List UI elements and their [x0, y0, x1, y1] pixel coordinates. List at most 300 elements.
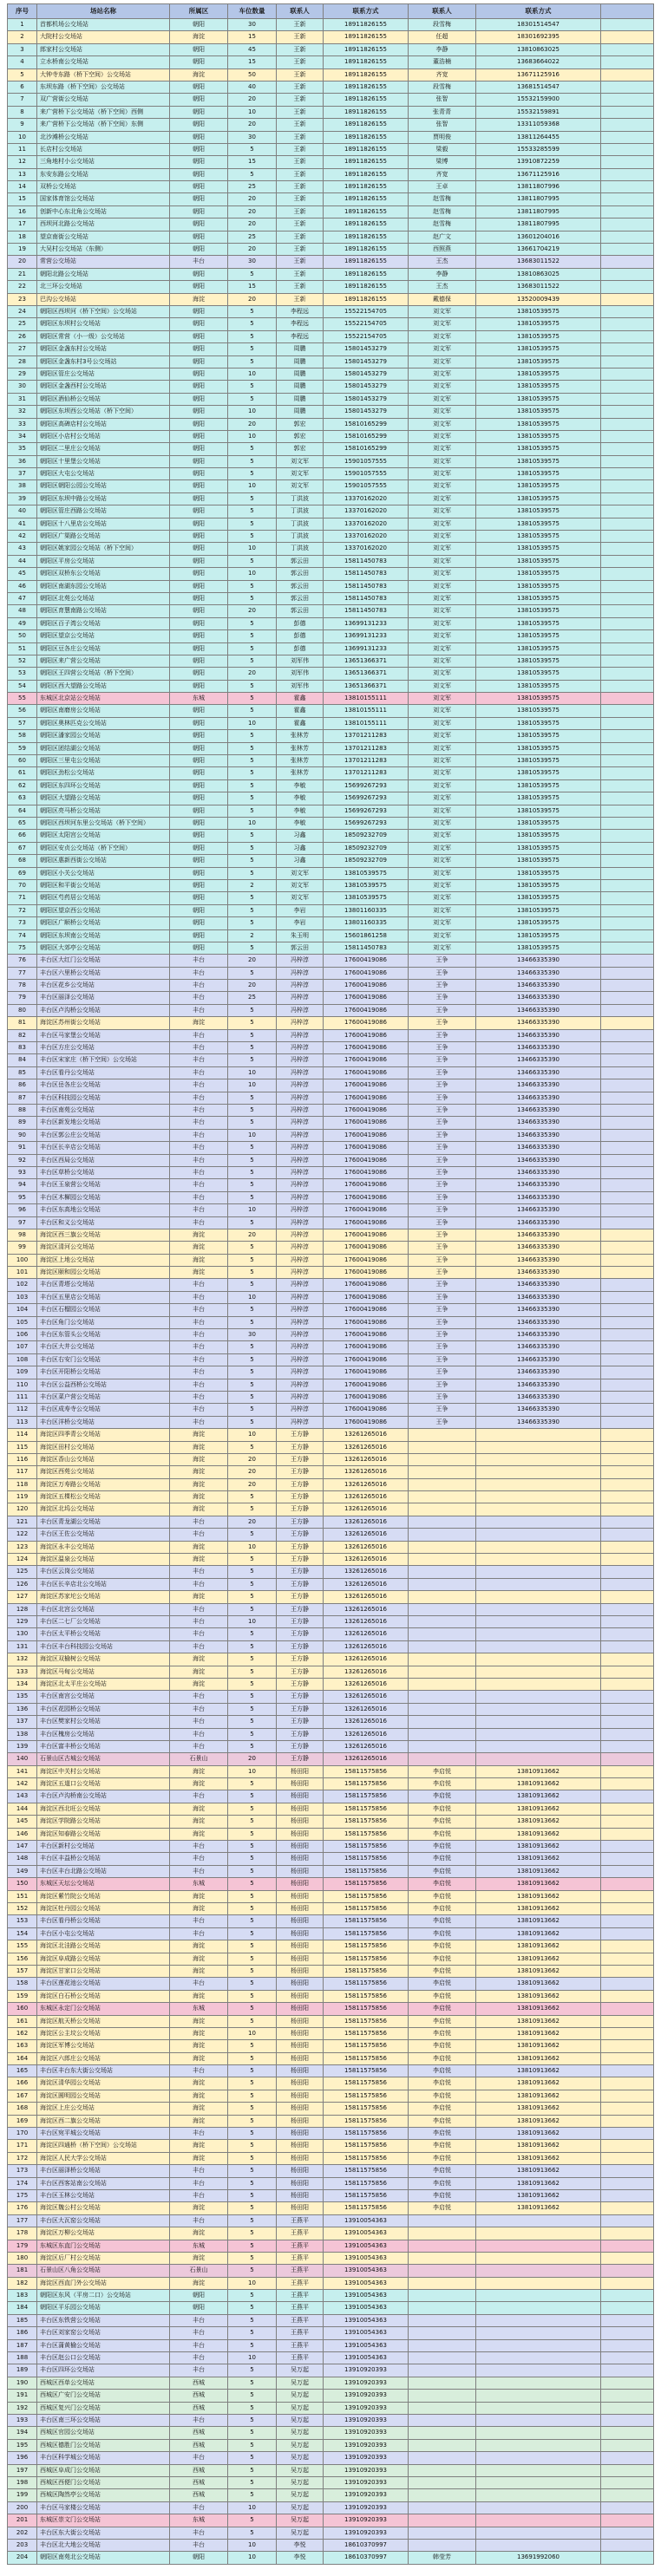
cell-contact-1[interactable]: 郭云田 [277, 581, 324, 593]
cell-seq[interactable]: 113 [8, 1417, 37, 1429]
cell-contact-2[interactable]: 王争 [409, 1054, 476, 1066]
cell-phone-1[interactable]: 18911826155 [324, 218, 409, 231]
cell-contact-1[interactable]: 丁洪波 [277, 493, 324, 505]
cell-seq[interactable]: 184 [8, 2302, 37, 2314]
cell-station-name[interactable]: 朝阳区百子湾公交场站 [37, 618, 170, 630]
cell-parking-spaces[interactable]: 25 [228, 992, 277, 1004]
cell-phone-1[interactable]: 13261265016 [324, 1442, 409, 1454]
cell-station-name[interactable]: 西城区西单公交场站 [37, 2377, 170, 2390]
cell-contact-1[interactable]: 杨田阳 [277, 2040, 324, 2052]
cell-station-name[interactable]: 朝阳区高碑店村公交场站 [37, 419, 170, 431]
cell-parking-spaces[interactable]: 5 [228, 1803, 277, 1816]
cell-contact-2[interactable]: 李启悦 [409, 2016, 476, 2028]
cell-contact-1[interactable]: 吴万起 [277, 2452, 324, 2464]
cell-parking-spaces[interactable]: 20 [228, 419, 277, 431]
cell-phone-2[interactable]: 13810913662 [476, 1853, 601, 1865]
cell-district[interactable]: 朝阳 [170, 156, 228, 168]
cell-station-name[interactable]: 海淀区四季青公交场站 [37, 1429, 170, 1441]
cell-seq[interactable]: 54 [8, 681, 37, 693]
cell-blank[interactable] [601, 281, 654, 293]
cell-seq[interactable]: 110 [8, 1379, 37, 1392]
cell-seq[interactable]: 119 [8, 1491, 37, 1503]
cell-phone-1[interactable]: 17600419086 [324, 1079, 409, 1092]
cell-phone-1[interactable]: 15811575856 [324, 1940, 409, 1953]
cell-district[interactable]: 朝阳 [170, 169, 228, 181]
cell-phone-2[interactable] [476, 2427, 601, 2439]
cell-parking-spaces[interactable]: 5 [228, 705, 277, 717]
cell-parking-spaces[interactable]: 20 [228, 980, 277, 992]
cell-parking-spaces[interactable]: 5 [228, 1317, 277, 1329]
cell-phone-1[interactable]: 13261265016 [324, 1653, 409, 1666]
cell-district[interactable]: 朝阳 [170, 2302, 228, 2314]
cell-contact-2[interactable]: 刘文军 [409, 568, 476, 580]
cell-phone-2[interactable] [476, 1616, 601, 1628]
cell-parking-spaces[interactable]: 15 [228, 156, 277, 168]
cell-station-name[interactable]: 朝阳区二里庄公交场站 [37, 443, 170, 455]
cell-blank[interactable] [601, 181, 654, 193]
cell-contact-2[interactable]: 李启悦 [409, 1816, 476, 1828]
cell-phone-1[interactable]: 13910920393 [324, 2364, 409, 2377]
cell-parking-spaces[interactable]: 5 [228, 917, 277, 929]
cell-contact-1[interactable]: 杨田阳 [277, 2103, 324, 2115]
cell-district[interactable]: 朝阳 [170, 468, 228, 480]
cell-district[interactable]: 西城 [170, 2465, 228, 2477]
cell-blank[interactable] [601, 2265, 654, 2277]
cell-district[interactable]: 西城 [170, 2427, 228, 2439]
cell-phone-1[interactable]: 17600419086 [324, 1217, 409, 1229]
cell-contact-2[interactable] [409, 1604, 476, 1616]
cell-seq[interactable]: 169 [8, 2116, 37, 2128]
cell-seq[interactable]: 102 [8, 1279, 37, 1291]
cell-station-name[interactable]: 海淀区北洼路公交场站 [37, 1940, 170, 1953]
cell-seq[interactable]: 30 [8, 381, 37, 393]
cell-blank[interactable] [601, 843, 654, 855]
cell-parking-spaces[interactable]: 5 [228, 169, 277, 181]
cell-district[interactable]: 丰台 [170, 1192, 228, 1204]
cell-contact-1[interactable]: 冯梓淳 [277, 1341, 324, 1353]
cell-contact-2[interactable]: 刘文军 [409, 531, 476, 543]
cell-district[interactable]: 丰台 [170, 1030, 228, 1042]
cell-station-name[interactable]: 海淀区中关村公交场站 [37, 1766, 170, 1778]
cell-contact-1[interactable]: 周鹏 [277, 343, 324, 355]
cell-contact-2[interactable]: 刘文军 [409, 705, 476, 717]
cell-parking-spaces[interactable]: 20 [228, 1753, 277, 1765]
cell-parking-spaces[interactable]: 5 [228, 2128, 277, 2140]
cell-seq[interactable]: 88 [8, 1105, 37, 1117]
cell-seq[interactable]: 133 [8, 1666, 37, 1679]
cell-seq[interactable]: 104 [8, 1304, 37, 1316]
cell-contact-2[interactable] [409, 2215, 476, 2227]
cell-contact-2[interactable]: 李启悦 [409, 1866, 476, 1878]
cell-district[interactable]: 海淀 [170, 1429, 228, 1441]
cell-phone-1[interactable]: 18911826155 [324, 156, 409, 168]
cell-contact-2[interactable]: 李启悦 [409, 1841, 476, 1853]
cell-phone-1[interactable]: 15522154705 [324, 331, 409, 343]
cell-phone-1[interactable]: 15811450783 [324, 942, 409, 955]
cell-station-name[interactable]: 西城区德胜门公交场站 [37, 2440, 170, 2452]
cell-blank[interactable] [601, 1292, 654, 1304]
cell-phone-2[interactable] [476, 2327, 601, 2339]
cell-contact-1[interactable]: 周鹏 [277, 381, 324, 393]
cell-phone-2[interactable]: 13466335390 [476, 1204, 601, 1216]
cell-station-name[interactable]: 东安东路公交场站 [37, 169, 170, 181]
cell-parking-spaces[interactable]: 5 [228, 630, 277, 642]
cell-contact-1[interactable]: 王方静 [277, 1566, 324, 1578]
cell-blank[interactable] [601, 419, 654, 431]
cell-contact-2[interactable]: 韩莹芳 [409, 2552, 476, 2564]
cell-phone-2[interactable]: 13810539575 [476, 394, 601, 406]
cell-parking-spaces[interactable]: 5 [228, 518, 277, 531]
cell-blank[interactable] [601, 2178, 654, 2190]
cell-station-name[interactable]: 丰台区卢沟桥公交场站 [37, 1005, 170, 1017]
cell-blank[interactable] [601, 294, 654, 306]
cell-phone-2[interactable] [476, 1442, 601, 1454]
cell-contact-2[interactable] [409, 2540, 476, 2552]
cell-contact-1[interactable]: 冯梓淳 [277, 1229, 324, 1242]
cell-district[interactable]: 朝阳 [170, 244, 228, 256]
cell-station-name[interactable]: 朝阳区小关公交场站 [37, 868, 170, 880]
cell-parking-spaces[interactable]: 25 [228, 232, 277, 244]
cell-station-name[interactable]: 朝阳区奥林匹克公交场站 [37, 718, 170, 730]
cell-seq[interactable]: 7 [8, 94, 37, 106]
cell-contact-2[interactable] [409, 2403, 476, 2415]
cell-phone-2[interactable]: 13466335390 [476, 1192, 601, 1204]
cell-contact-2[interactable] [409, 2290, 476, 2302]
cell-parking-spaces[interactable]: 5 [228, 618, 277, 630]
cell-parking-spaces[interactable]: 5 [228, 1192, 277, 1204]
cell-contact-2[interactable]: 刘文军 [409, 792, 476, 805]
cell-district[interactable]: 海淀 [170, 1466, 228, 1478]
cell-seq[interactable]: 87 [8, 1092, 37, 1105]
cell-parking-spaces[interactable]: 5 [228, 1778, 277, 1790]
cell-contact-2[interactable] [409, 1529, 476, 1541]
cell-blank[interactable] [601, 1666, 654, 1679]
cell-blank[interactable] [601, 2003, 654, 2015]
cell-blank[interactable] [601, 232, 654, 244]
cell-parking-spaces[interactable]: 20 [228, 119, 277, 131]
cell-blank[interactable] [601, 905, 654, 917]
cell-phone-2[interactable] [476, 1729, 601, 1741]
cell-contact-2[interactable]: 梁毅 [409, 144, 476, 156]
cell-district[interactable]: 丰台 [170, 1790, 228, 1803]
cell-contact-2[interactable]: 李启悦 [409, 1766, 476, 1778]
cell-station-name[interactable]: 丰台区宋家庄（桥下空间）公交场站 [37, 1054, 170, 1066]
cell-station-name[interactable]: 海淀区西三旗公交场站 [37, 1229, 170, 1242]
cell-phone-2[interactable]: 13810913662 [476, 1953, 601, 1966]
cell-district[interactable]: 东城 [170, 2240, 228, 2253]
cell-phone-1[interactable]: 17600419086 [324, 992, 409, 1004]
cell-station-name[interactable]: 丰台区花乡公交场站 [37, 980, 170, 992]
cell-seq[interactable]: 77 [8, 968, 37, 980]
cell-contact-1[interactable]: 杨田阳 [277, 2128, 324, 2140]
cell-parking-spaces[interactable]: 5 [228, 1017, 277, 1029]
cell-seq[interactable]: 131 [8, 1641, 37, 1653]
cell-seq[interactable]: 141 [8, 1766, 37, 1778]
cell-blank[interactable] [601, 1130, 654, 1142]
cell-blank[interactable] [601, 2016, 654, 2028]
cell-parking-spaces[interactable]: 5 [228, 1653, 277, 1666]
cell-phone-2[interactable]: 13466335390 [476, 992, 601, 1004]
cell-contact-1[interactable]: 冯梓淳 [277, 1292, 324, 1304]
cell-contact-2[interactable]: 赵雪梅 [409, 193, 476, 205]
cell-contact-1[interactable]: 郭云田 [277, 942, 324, 955]
cell-blank[interactable] [601, 1204, 654, 1216]
cell-parking-spaces[interactable]: 5 [228, 681, 277, 693]
cell-station-name[interactable]: 首都机场公交场站 [37, 19, 170, 31]
cell-station-name[interactable]: 丰台区丰台科技园公交场站 [37, 1641, 170, 1653]
cell-district[interactable]: 朝阳 [170, 643, 228, 655]
cell-phone-1[interactable]: 18911826155 [324, 181, 409, 193]
cell-station-name[interactable]: 东城区天坛公交场站 [37, 1878, 170, 1890]
cell-seq[interactable]: 161 [8, 2016, 37, 2028]
header-station-name[interactable]: 场站名称 [37, 4, 170, 19]
cell-district[interactable]: 朝阳 [170, 868, 228, 880]
cell-blank[interactable] [601, 119, 654, 131]
cell-blank[interactable] [601, 381, 654, 393]
cell-phone-1[interactable]: 18911826155 [324, 107, 409, 119]
cell-parking-spaces[interactable]: 20 [228, 955, 277, 967]
cell-district[interactable]: 丰台 [170, 968, 228, 980]
cell-district[interactable]: 丰台 [170, 1142, 228, 1154]
cell-blank[interactable] [601, 2364, 654, 2377]
cell-phone-2[interactable] [476, 2540, 601, 2552]
cell-contact-1[interactable]: 王方静 [277, 1491, 324, 1503]
cell-station-name[interactable]: 朝阳区太阳宫公交场站 [37, 830, 170, 842]
cell-blank[interactable] [601, 1790, 654, 1803]
cell-station-name[interactable]: 朝阳区十八里店公交场站 [37, 518, 170, 531]
cell-blank[interactable] [601, 2053, 654, 2065]
cell-parking-spaces[interactable]: 5 [228, 1579, 277, 1591]
cell-contact-1[interactable]: 杨田阳 [277, 2077, 324, 2090]
cell-seq[interactable]: 142 [8, 1778, 37, 1790]
cell-district[interactable]: 海淀 [170, 1816, 228, 1828]
cell-district[interactable]: 丰台 [170, 1341, 228, 1353]
cell-blank[interactable] [601, 780, 654, 792]
cell-station-name[interactable]: 朝阳区酒仙桥公交场站 [37, 394, 170, 406]
cell-parking-spaces[interactable]: 5 [228, 1915, 277, 1927]
cell-parking-spaces[interactable]: 5 [228, 2514, 277, 2527]
cell-seq[interactable]: 146 [8, 1829, 37, 1841]
cell-district[interactable]: 朝阳 [170, 480, 228, 492]
cell-blank[interactable] [601, 2514, 654, 2527]
cell-contact-2[interactable]: 刘文军 [409, 605, 476, 617]
cell-phone-2[interactable] [476, 2302, 601, 2314]
cell-phone-1[interactable]: 15811450783 [324, 568, 409, 580]
cell-district[interactable]: 丰台 [170, 1516, 228, 1529]
cell-seq[interactable]: 118 [8, 1479, 37, 1491]
cell-contact-1[interactable]: 冯梓淳 [277, 1404, 324, 1416]
cell-contact-1[interactable]: 李程远 [277, 318, 324, 330]
cell-phone-2[interactable]: 13466335390 [476, 1417, 601, 1429]
cell-blank[interactable] [601, 1304, 654, 1316]
cell-contact-2[interactable]: 梁博 [409, 156, 476, 168]
cell-phone-1[interactable]: 17600419086 [324, 1292, 409, 1304]
cell-seq[interactable]: 35 [8, 443, 37, 455]
cell-contact-2[interactable]: 贾明俊 [409, 132, 476, 144]
cell-parking-spaces[interactable]: 25 [228, 181, 277, 193]
cell-phone-2[interactable]: 13810913662 [476, 2077, 601, 2090]
cell-phone-1[interactable]: 17600419086 [324, 1304, 409, 1316]
cell-contact-1[interactable]: 王新 [277, 193, 324, 205]
cell-contact-2[interactable] [409, 2514, 476, 2527]
cell-phone-1[interactable]: 13810155111 [324, 718, 409, 730]
cell-contact-2[interactable] [409, 2327, 476, 2339]
cell-contact-1[interactable]: 冯梓淳 [277, 1105, 324, 1117]
cell-parking-spaces[interactable]: 5 [228, 1790, 277, 1803]
cell-seq[interactable]: 85 [8, 1067, 37, 1079]
cell-contact-1[interactable]: 冯梓淳 [277, 1329, 324, 1341]
cell-phone-2[interactable]: 13811807996 [476, 181, 601, 193]
cell-station-name[interactable]: 海淀区人民大学公交场站 [37, 2153, 170, 2165]
cell-parking-spaces[interactable]: 5 [228, 493, 277, 505]
cell-contact-2[interactable]: 刘文军 [409, 868, 476, 880]
cell-contact-1[interactable]: 杨田阳 [277, 1978, 324, 1990]
cell-seq[interactable]: 138 [8, 1729, 37, 1741]
cell-blank[interactable] [601, 169, 654, 181]
cell-parking-spaces[interactable]: 5 [228, 2202, 277, 2214]
cell-seq[interactable]: 139 [8, 1741, 37, 1753]
cell-blank[interactable] [601, 2128, 654, 2140]
cell-blank[interactable] [601, 2116, 654, 2128]
cell-phone-1[interactable]: 15811450783 [324, 581, 409, 593]
cell-blank[interactable] [601, 1479, 654, 1491]
cell-station-name[interactable]: 海淀区万柳公交场站 [37, 2227, 170, 2240]
cell-station-name[interactable]: 丰台区赵公口公交场站 [37, 2352, 170, 2364]
cell-blank[interactable] [601, 2077, 654, 2090]
cell-phone-2[interactable]: 13810539575 [476, 568, 601, 580]
cell-parking-spaces[interactable]: 10 [228, 107, 277, 119]
cell-contact-1[interactable]: 杨田阳 [277, 1853, 324, 1865]
cell-station-name[interactable]: 丰台区丰益桥公交场站 [37, 1853, 170, 1865]
cell-seq[interactable]: 168 [8, 2103, 37, 2115]
cell-contact-1[interactable]: 王新 [277, 156, 324, 168]
cell-seq[interactable]: 181 [8, 2265, 37, 2277]
cell-district[interactable]: 朝阳 [170, 119, 228, 131]
cell-phone-2[interactable]: 13810539575 [476, 693, 601, 705]
cell-blank[interactable] [601, 2215, 654, 2227]
cell-district[interactable]: 朝阳 [170, 56, 228, 68]
cell-parking-spaces[interactable]: 5 [228, 1928, 277, 1940]
cell-seq[interactable]: 57 [8, 718, 37, 730]
cell-blank[interactable] [601, 818, 654, 830]
cell-station-name[interactable]: 朝阳区平乐园公交场站 [37, 2302, 170, 2314]
cell-contact-2[interactable]: 李启悦 [409, 1903, 476, 1915]
cell-seq[interactable]: 194 [8, 2427, 37, 2439]
cell-phone-2[interactable]: 13810913662 [476, 1991, 601, 2003]
cell-parking-spaces[interactable]: 5 [228, 2103, 277, 2115]
cell-phone-2[interactable]: 13810539575 [476, 855, 601, 867]
cell-contact-1[interactable]: 周鹏 [277, 368, 324, 381]
cell-station-name[interactable]: 朝阳区西坝河东里公交场站（桥下空间） [37, 818, 170, 830]
cell-phone-2[interactable]: 13810539575 [476, 381, 601, 393]
cell-phone-2[interactable]: 13671125916 [476, 69, 601, 82]
cell-contact-1[interactable]: 王燕平 [277, 2302, 324, 2314]
cell-contact-1[interactable]: 郭宏 [277, 431, 324, 443]
cell-contact-2[interactable]: 王争 [409, 1366, 476, 1379]
cell-contact-2[interactable]: 赵雪梅 [409, 218, 476, 231]
cell-seq[interactable]: 15 [8, 193, 37, 205]
cell-seq[interactable]: 86 [8, 1079, 37, 1092]
cell-phone-1[interactable]: 18911826155 [324, 56, 409, 68]
cell-contact-2[interactable]: 刘文军 [409, 942, 476, 955]
cell-station-name[interactable]: 丰台区东大街公交场站 [37, 2527, 170, 2540]
cell-district[interactable]: 海淀 [170, 1829, 228, 1841]
cell-phone-1[interactable]: 13261265016 [324, 1429, 409, 1441]
cell-contact-1[interactable]: 丁洪波 [277, 543, 324, 555]
cell-contact-2[interactable]: 王争 [409, 968, 476, 980]
cell-parking-spaces[interactable]: 5 [228, 593, 277, 605]
cell-blank[interactable] [601, 269, 654, 281]
cell-blank[interactable] [601, 356, 654, 368]
cell-district[interactable]: 朝阳 [170, 493, 228, 505]
cell-phone-2[interactable]: 13466335390 [476, 1092, 601, 1105]
cell-station-name[interactable]: 西城区阜成门公交场站 [37, 2465, 170, 2477]
cell-phone-2[interactable]: 13810913662 [476, 2140, 601, 2152]
cell-contact-2[interactable]: 李启悦 [409, 1891, 476, 1903]
cell-seq[interactable]: 150 [8, 1878, 37, 1890]
cell-district[interactable]: 海淀 [170, 2202, 228, 2214]
cell-contact-2[interactable]: 刘文军 [409, 780, 476, 792]
cell-contact-1[interactable]: 李敏 [277, 818, 324, 830]
cell-phone-2[interactable]: 13466335390 [476, 1079, 601, 1092]
cell-parking-spaces[interactable]: 5 [228, 1366, 277, 1379]
cell-blank[interactable] [601, 855, 654, 867]
cell-blank[interactable] [601, 1404, 654, 1416]
cell-district[interactable]: 朝阳 [170, 942, 228, 955]
cell-phone-1[interactable]: 15801453279 [324, 381, 409, 393]
cell-contact-2[interactable] [409, 2465, 476, 2477]
cell-contact-1[interactable]: 王方静 [277, 1442, 324, 1454]
cell-blank[interactable] [601, 343, 654, 355]
cell-district[interactable]: 朝阳 [170, 343, 228, 355]
cell-district[interactable]: 朝阳 [170, 107, 228, 119]
cell-station-name[interactable]: 海淀区香山公交场站 [37, 1454, 170, 1466]
cell-district[interactable]: 海淀 [170, 1903, 228, 1915]
cell-phone-1[interactable]: 17600419086 [324, 1366, 409, 1379]
cell-parking-spaces[interactable]: 5 [228, 2390, 277, 2402]
cell-blank[interactable] [601, 244, 654, 256]
cell-station-name[interactable]: 丰台区樊家村公交场站 [37, 1716, 170, 1728]
cell-district[interactable]: 丰台 [170, 2415, 228, 2427]
cell-seq[interactable]: 100 [8, 1255, 37, 1267]
cell-phone-2[interactable] [476, 1691, 601, 1703]
cell-phone-2[interactable]: 13810863025 [476, 269, 601, 281]
cell-contact-1[interactable]: 李程远 [277, 331, 324, 343]
cell-station-name[interactable]: 丰台区大井公交场站 [37, 1341, 170, 1353]
cell-contact-2[interactable] [409, 1479, 476, 1491]
cell-contact-2[interactable]: 李启悦 [409, 2202, 476, 2214]
cell-seq[interactable]: 2 [8, 31, 37, 43]
cell-parking-spaces[interactable]: 10 [228, 480, 277, 492]
cell-blank[interactable] [601, 331, 654, 343]
cell-station-name[interactable]: 海淀区后厂村公交场站 [37, 2253, 170, 2265]
cell-phone-1[interactable]: 18911826155 [324, 69, 409, 82]
cell-phone-1[interactable]: 17600419086 [324, 1155, 409, 1167]
cell-contact-2[interactable]: 李启悦 [409, 2153, 476, 2165]
cell-parking-spaces[interactable]: 5 [228, 1866, 277, 1878]
cell-contact-2[interactable] [409, 1679, 476, 1691]
cell-phone-1[interactable]: 13261265016 [324, 1604, 409, 1616]
cell-contact-1[interactable]: 郭云田 [277, 568, 324, 580]
cell-phone-2[interactable]: 13810913662 [476, 1803, 601, 1816]
cell-contact-2[interactable]: 段雪梅 [409, 82, 476, 94]
cell-phone-2[interactable] [476, 2265, 601, 2277]
cell-blank[interactable] [601, 1379, 654, 1392]
cell-seq[interactable]: 137 [8, 1716, 37, 1728]
cell-blank[interactable] [601, 1329, 654, 1341]
cell-contact-1[interactable]: 吴万起 [277, 2527, 324, 2540]
cell-phone-1[interactable]: 13810155111 [324, 693, 409, 705]
